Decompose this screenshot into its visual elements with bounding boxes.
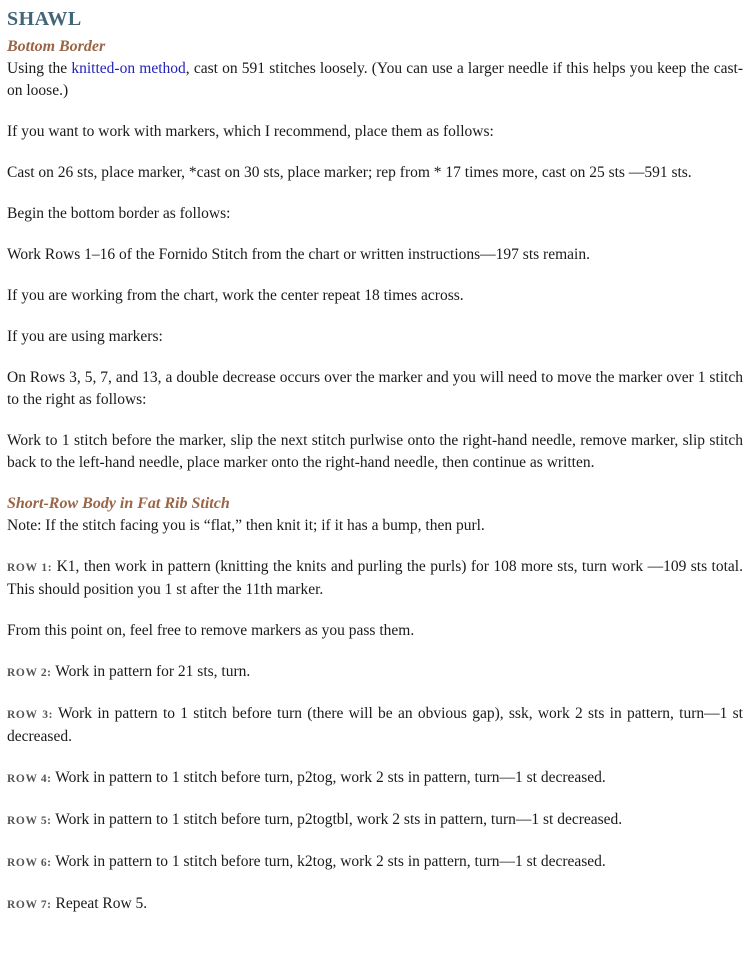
row-2-label: ROW 2: — [7, 667, 52, 679]
row-5-label: ROW 5: — [7, 815, 52, 827]
row-4-text: Work in pattern to 1 stitch before turn, p2tog, work 2 sts in pattern, turn—1 st decreased. — [51, 769, 606, 786]
row-1-text: K1, then work in pattern (knitting the knits and purling the purls) for 108 more sts, turn work —109 sts total. This should position you 1 st after the 11th marker. — [7, 558, 743, 598]
row-6-instruction — [7, 851, 743, 874]
row-3-label: ROW 3: — [7, 709, 53, 721]
row-2-instruction — [7, 661, 743, 684]
paragraph-remove-markers: From this point on, feel free to remove markers as you pass them. — [7, 622, 415, 639]
row-7-instruction — [7, 893, 743, 916]
row-6-label: ROW 6: — [7, 857, 52, 869]
section-heading-bottom-border: Bottom Border — [7, 38, 106, 55]
row-6-text: Work in pattern to 1 stitch before turn, k2tog, work 2 sts in pattern, turn—1 st decreased. — [51, 853, 606, 870]
row-7-label: ROW 7: — [7, 899, 52, 911]
cast-on-text-before: Using the — [7, 60, 72, 77]
section-heading-short-row-body: Short-Row Body in Fat Rib Stitch — [7, 495, 230, 512]
row-3-text: Work in pattern to 1 stitch before turn (there will be an obvious gap), ssk, work 2 sts in pattern, turn—1 st decreased. — [7, 705, 743, 745]
paragraph-work-rows: Work Rows 1–16 of the Fornido Stitch from the chart or written instructions—197 sts remain. — [7, 246, 590, 263]
row-5-text: Work in pattern to 1 stitch before turn, p2togtbl, work 2 sts in pattern, turn—1 st decreased. — [51, 811, 623, 828]
cast-on-text-after: , cast on 591 stitches loosely. (You can use a larger needle if this helps you keep the cast-on loose.) — [7, 60, 744, 99]
row-3-instruction — [7, 703, 743, 748]
paragraph-cast-on — [7, 58, 743, 102]
row-1-instruction — [7, 556, 743, 601]
page-title: SHAWL — [7, 8, 82, 30]
paragraph-using-markers: If you are using markers: — [7, 328, 163, 345]
paragraph-marker-placement: Cast on 26 sts, place marker, *cast on 30 sts, place marker; rep from * 17 times more, cast on 25 sts —591 sts. — [7, 164, 692, 181]
paragraph-begin-border: Begin the bottom border as follows: — [7, 205, 231, 222]
row-7-text: Repeat Row 5. — [51, 895, 148, 912]
paragraph-markers-intro: If you want to work with markers, which I recommend, place them as follows: — [7, 123, 494, 140]
row-5-instruction — [7, 809, 743, 832]
paragraph-note: Note: If the stitch facing you is “flat,” then knit it; if it has a bump, then purl. — [7, 517, 485, 534]
row-4-instruction — [7, 767, 743, 790]
row-4-label: ROW 4: — [7, 773, 52, 785]
row-1-label: ROW 1: — [7, 562, 53, 574]
paragraph-double-decrease: On Rows 3, 5, 7, and 13, a double decrease occurs over the marker and you will need to move the marker over 1 stitch to the right as follows: — [7, 369, 743, 408]
paragraph-chart-repeat: If you are working from the chart, work the center repeat 18 times across. — [7, 287, 464, 304]
knitted-on-method-link[interactable]: knitted-on method — [71, 60, 186, 77]
row-2-text: Work in pattern for 21 sts, turn. — [51, 663, 251, 680]
paragraph-move-marker: Work to 1 stitch before the marker, slip the next stitch purlwise onto the right-hand needle, remove marker, slip stitch back to the left-hand needle, place marker onto the right-hand needle, then continue as written. — [7, 432, 743, 471]
